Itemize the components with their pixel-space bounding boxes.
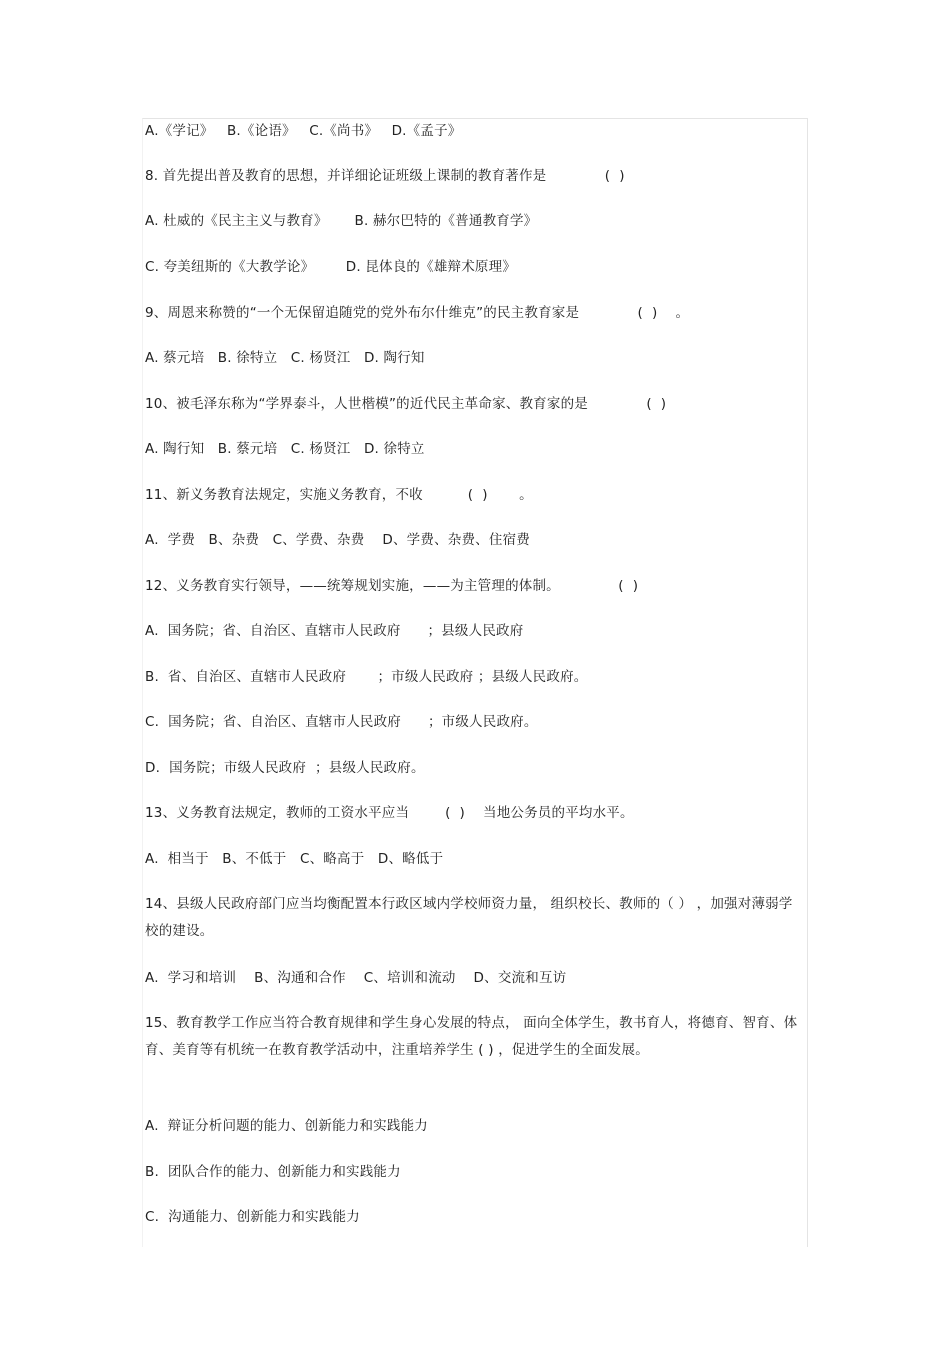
question-9: 9、周恩来称赞的“一个无保留追随党的党外布尔什维克”的民主教育家是 ( ) 。 (145, 305, 690, 321)
option-15-a: A. 辩证分析问题的能力、创新能力和实践能力 (145, 1118, 428, 1134)
option-12-d: D. 国务院；市级人民政府 ；县级人民政府。 (145, 760, 425, 776)
options-11: A. 学费 B、杂费 C、学费、杂费 D、学费、杂费、住宿费 (145, 532, 530, 548)
options-9: A. 蔡元培 B. 徐特立 C. 杨贤江 D. 陶行知 (145, 350, 425, 366)
option-12-b: B. 省、自治区、直辖市人民政府 ；市级人民政府 ；县级人民政府。 (145, 669, 588, 685)
text-line: A.《学记》 B.《论语》 C.《尚书》 D.《孟子》 (145, 123, 462, 139)
options-13: A. 相当于 B、不低于 C、略高于 D、略低于 (145, 851, 444, 867)
options-14: A. 学习和培训 B、沟通和合作 C、培训和流动 D、交流和互访 (145, 970, 567, 986)
question-15: 15、教育教学工作应当符合教育规律和学生身心发展的特点， 面向全体学生，教书育人，将德育、智育、体育、美育等有机统一在教育教学活动中，注重培养学生 ( ) ，促进学生的全面发展。 (145, 1015, 798, 1058)
question-10: 10、被毛泽东称为“学界泰斗，人世楷模”的近代民主革命家、教育家的是 ( ) (145, 396, 667, 412)
options-8-cd: C. 夸美纽斯的《大教学论》 D. 昆体良的《雄辩术原理》 (145, 259, 517, 275)
option-15-c: C. 沟通能力、创新能力和实践能力 (145, 1209, 360, 1225)
question-8: 8. 首先提出普及教育的思想，并详细论证班级上课制的教育著作是 ( ) (145, 168, 625, 184)
option-12-c: C. 国务院；省、自治区、直辖市人民政府 ；市级人民政府。 (145, 714, 538, 730)
question-14: 14、县级人民政府部门应当均衡配置本行政区域内学校师资力量， 组织校长、教师的（ ） ，加强对薄弱学校的建设。 (145, 896, 793, 939)
options-8-ab: A. 杜威的《民主主义与教育》 B. 赫尔巴特的《普通教育学》 (145, 213, 538, 229)
option-15-b: B. 团队合作的能力、创新能力和实践能力 (145, 1164, 401, 1180)
question-11: 11、新义务教育法规定，实施义务教育，不收 ( ) 。 (145, 487, 533, 503)
question-12: 12、义务教育实行领导，——统筹规划实施，——为主管理的体制。 ( ) (145, 578, 639, 594)
option-12-a: A. 国务院；省、自治区、直辖市人民政府 ；县级人民政府 (145, 623, 524, 639)
question-13: 13、义务教育法规定，教师的工资水平应当 ( ) 当地公务员的平均水平。 (145, 805, 634, 821)
options-10: A. 陶行知 B. 蔡元培 C. 杨贤江 D. 徐特立 (145, 441, 425, 457)
